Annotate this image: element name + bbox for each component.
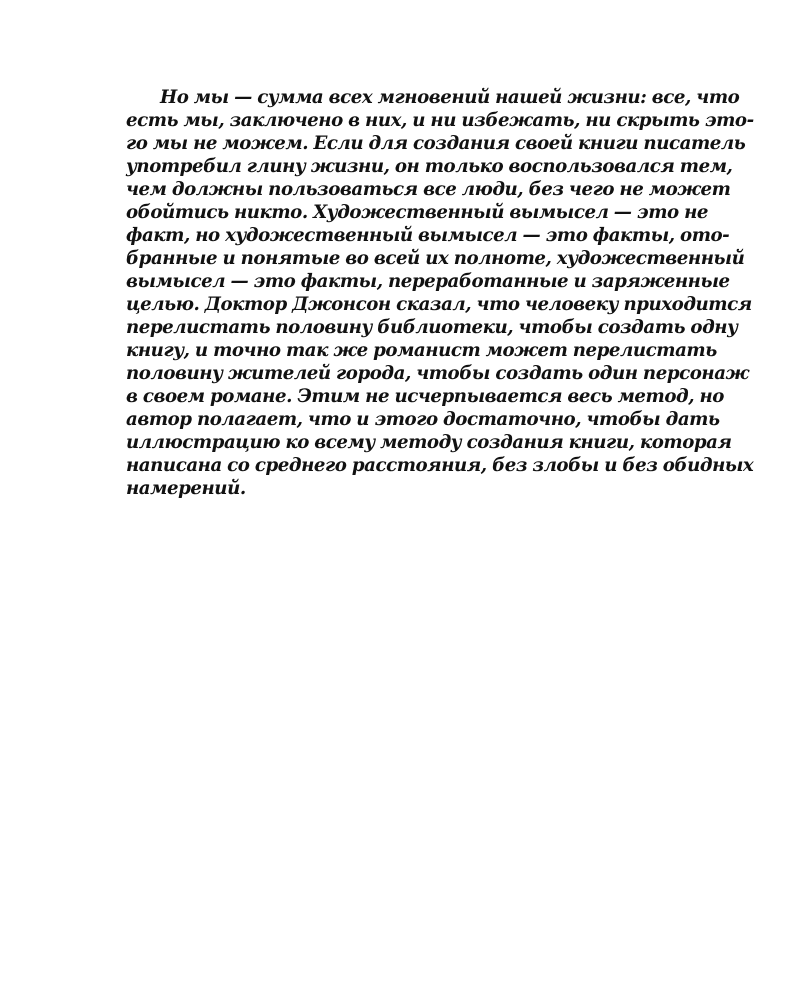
paragraph-line: целью. Доктор Джонсон сказал, что человеку приходится bbox=[126, 294, 752, 315]
paragraph-line: го мы не можем. Если для создания своей книги писатель bbox=[126, 133, 746, 154]
paragraph-line: в своем романе. Этим не исчерпывается весь метод, но bbox=[126, 386, 724, 407]
paragraph-line: иллюстрацию ко всему методу создания книги, которая bbox=[126, 432, 732, 453]
body-paragraph bbox=[126, 86, 754, 500]
paragraph-line: перелистать половину библиотеки, чтобы создать одну bbox=[126, 317, 738, 338]
paragraph-line: чем должны пользоваться все люди, без чего не может bbox=[126, 179, 731, 200]
paragraph-line: бранные и понятые во всей их полноте, художественный bbox=[126, 248, 745, 269]
paragraph-line: употребил глину жизни, он только воспользовался тем, bbox=[126, 156, 733, 177]
paragraph-line: книгу, и точно так же романист может перелистать bbox=[126, 340, 717, 361]
paragraph-line: написана со среднего расстояния, без злобы и без обидных bbox=[126, 455, 754, 476]
paragraph-line: факт, но художественный вымысел — это факты, ото- bbox=[126, 225, 730, 246]
paragraph-line: намерений. bbox=[126, 478, 246, 499]
paragraph-line: обойтись никто. Художественный вымысел — это не bbox=[126, 202, 708, 223]
paragraph-line: вымысел — это факты, переработанные и заряженные bbox=[126, 271, 730, 292]
paragraph-line: половину жителей города, чтобы создать один персонаж bbox=[126, 363, 749, 384]
paragraph-line: есть мы, заключено в них, и ни избежать, ни скрыть это- bbox=[126, 110, 754, 131]
paragraph-line: автор полагает, что и этого достаточно, чтобы дать bbox=[126, 409, 720, 430]
paragraph-line: Но мы — сумма всех мгновений нашей жизни: все, что bbox=[160, 87, 740, 108]
